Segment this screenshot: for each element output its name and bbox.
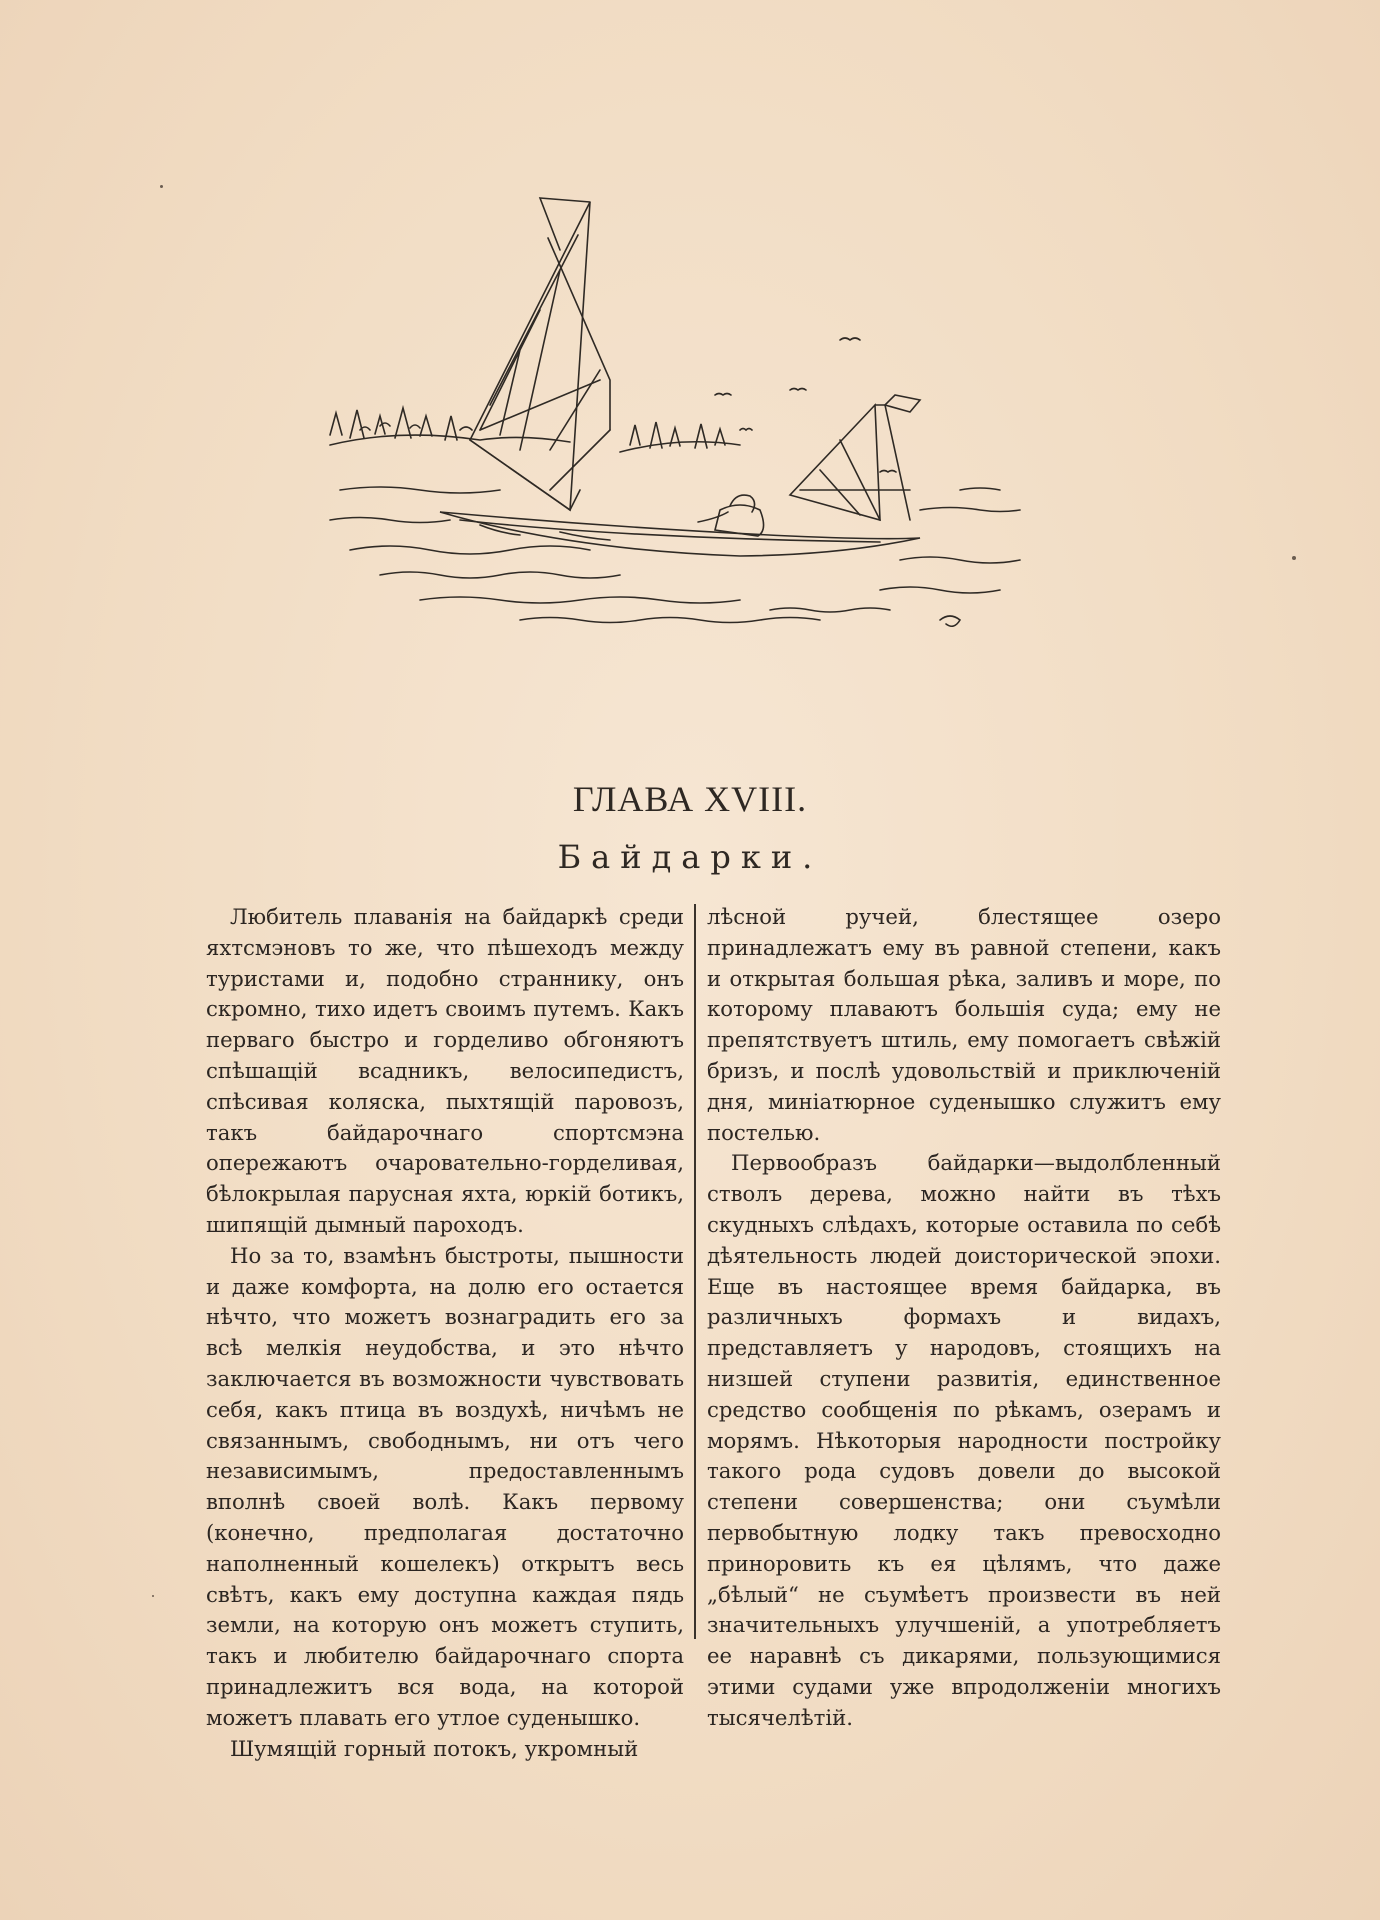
paper-speck bbox=[160, 185, 163, 188]
paragraph: Но за то, взамѣнъ быстроты, пышности и даже комфорта, на долю его остается нѣчто, что можетъ вознаградить его за всѣ мелкія неудобства, и это нѣчто заключается въ возможности чувствовать себя, какъ птица въ воздухѣ, ничѣмъ не связаннымъ, свободнымъ, ни отъ чего независимымъ, предоставленнымъ вполнѣ своей волѣ. Какъ первому (конечно, предполагая достаточно наполненный кошелекъ) открытъ весь свѣтъ, какъ ему доступна каждая пядь земли, на которую онъ можетъ ступить, такъ и любителю байдарочнаго спорта принадлежитъ вся вода, на которой можетъ плавать его утлое суденышко. bbox=[206, 1242, 684, 1730]
paper-speck bbox=[1292, 556, 1296, 560]
paragraph: Шумящій горный потокъ, укромный bbox=[230, 1735, 639, 1761]
paper-speck bbox=[152, 1595, 154, 1597]
chapter-heading: ГЛАВА XVIII. bbox=[572, 779, 808, 819]
paragraph: Первообразъ байдарки—выдолбленный стволъ дерева, можно найти въ тѣхъ скудныхъ слѣдахъ, которые оставила по себѣ дѣятельность людей доисторической эпохи. Еще въ настоящее время байдарка, въ различныхъ формахъ и видахъ, представляетъ у народовъ, стоящихъ на низшей ступени развитія, единственное средство сообщенія по рѣкамъ, озерамъ и морямъ. Нѣкоторыя народности постройку такого рода судовъ довели до высокой степени совершенства; они съумѣли первобытную лодку такъ превосходно приноровить къ ея цѣлямъ, что даже „бѣлый“ не съумѣетъ произвести въ ней значительныхъ улучшеній, а употребляетъ ее наравнѣ съ дикарями, пользующимися этими судами уже впродолженіи многихъ тысячелѣтій. bbox=[707, 1150, 1221, 1730]
column-divider bbox=[694, 904, 696, 1639]
paragraph: лѣсной ручей, блестящее озеро принадлежатъ ему въ равной степени, какъ и открытая большая рѣка, заливъ и море, по которому плаваютъ большія суда; ему не препятствуетъ штиль, ему помогаетъ свѣжій бризъ, и послѣ удовольствій и приключеній дня, миніатюрное суденышко служитъ ему постелью. bbox=[707, 904, 1221, 1145]
paragraph: Любитель плаванія на байдаркѣ среди яхтсмэновъ то же, что пѣшеходъ между туристами и, подобно страннику, онъ скромно, тихо идетъ своимъ путемъ. Какъ перваго быстро и горделиво обгоняютъ спѣшащій всадникъ, велосипедистъ, спѣсивая коляска, пыхтящій паровозъ, такъ байдарочнаго спортсмэна опережаютъ очаровательно-горделивая, бѣлокрылая парусная яхта, юркій ботикъ, шипящій дымный пароходъ. bbox=[206, 904, 684, 1237]
text-column-left bbox=[206, 902, 684, 1764]
text-column-right bbox=[707, 902, 1221, 1734]
sailing-kayak-engraving-icon bbox=[320, 190, 1060, 650]
chapter-title: Байдарки. bbox=[557, 838, 823, 876]
